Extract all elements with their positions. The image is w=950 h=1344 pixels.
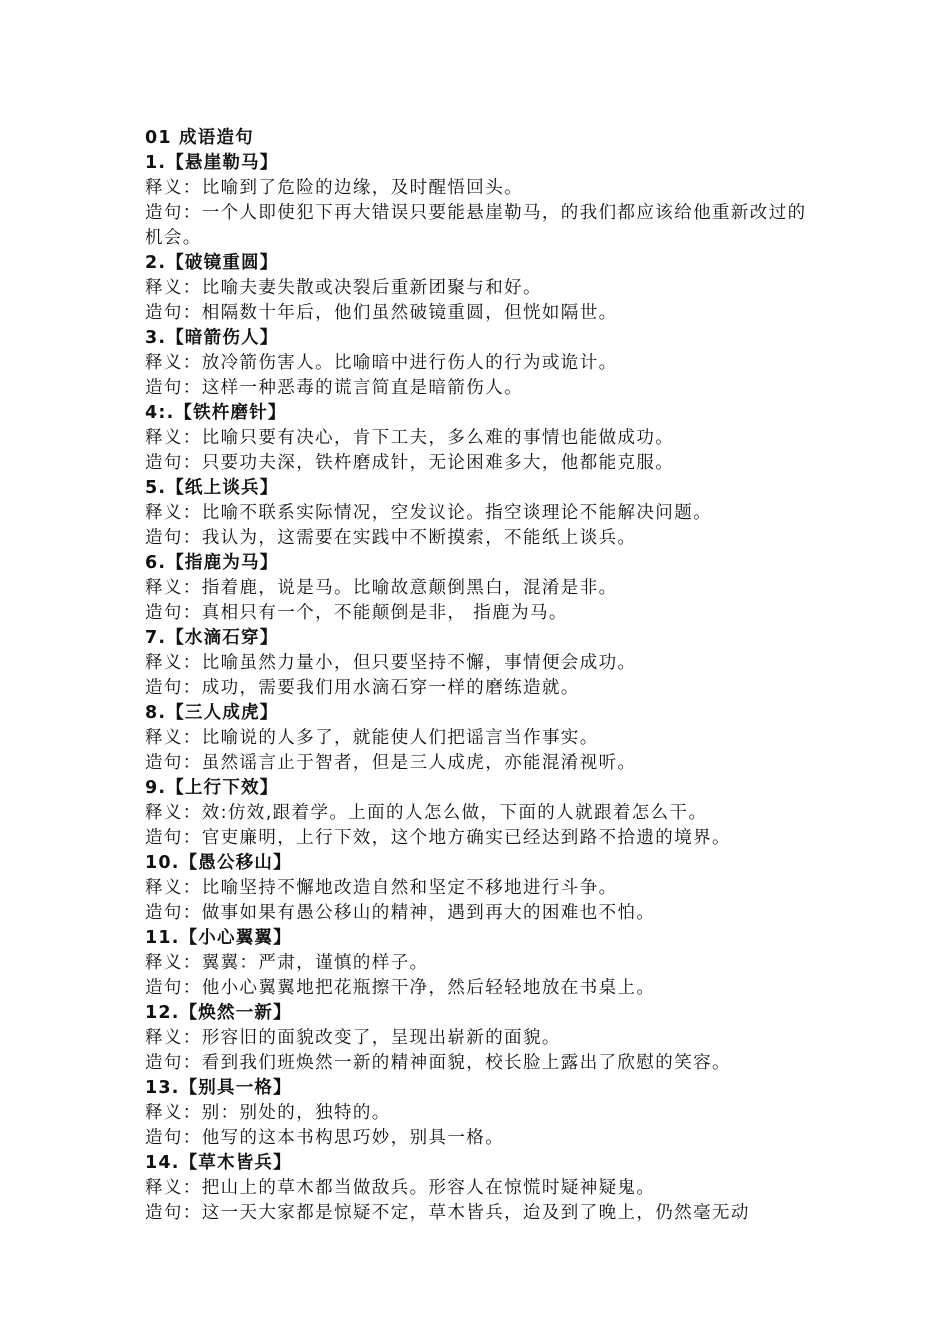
definition-label: 释义： <box>145 178 202 198</box>
idiom-entry <box>145 626 835 701</box>
idiom-entry <box>145 401 835 476</box>
idiom-entry <box>145 326 835 401</box>
idiom-entry <box>145 151 835 251</box>
idiom-definition <box>145 1026 817 1051</box>
idiom-definition <box>145 351 817 376</box>
definition-label: 释义： <box>145 803 202 823</box>
idiom-heading: 14.【草木皆兵】 <box>145 1153 292 1173</box>
definition-label: 释义： <box>145 878 202 898</box>
idiom-heading: 11.【小心翼翼】 <box>145 928 292 948</box>
example-label: 造句： <box>145 603 202 623</box>
definition-label: 释义： <box>145 278 202 298</box>
example-label: 造句： <box>145 528 202 548</box>
example-label: 造句： <box>145 828 202 848</box>
idiom-heading: 9.【上行下效】 <box>145 778 279 798</box>
definition-text: 比喻只要有决心，肯下工夫，多么难的事情也能做成功。 <box>201 428 675 448</box>
example-text: 看到我们班焕然一新的精神面貌，校长脸上露出了欣慰的笑容。 <box>201 1053 731 1073</box>
idiom-example <box>145 676 817 701</box>
idiom-example <box>145 526 817 551</box>
document-page <box>145 126 835 1226</box>
idiom-definition <box>145 726 817 751</box>
definition-text: 翼翼：严肃，谨慎的样子。 <box>201 953 429 973</box>
idiom-definition <box>145 276 817 301</box>
definition-text: 别：别处的，独特的。 <box>201 1103 391 1123</box>
definition-label: 释义： <box>145 1103 202 1123</box>
idiom-entry <box>145 476 835 551</box>
example-label: 造句： <box>145 203 202 223</box>
idiom-example <box>145 451 817 476</box>
definition-text: 放冷箭伤害人。比喻暗中进行伤人的行为或诡计。 <box>201 353 618 373</box>
definition-label: 释义： <box>145 578 202 598</box>
definition-label: 释义： <box>145 953 202 973</box>
idiom-definition <box>145 501 817 526</box>
idiom-example <box>145 901 817 926</box>
idiom-heading: 13.【别具一格】 <box>145 1078 292 1098</box>
example-text: 真相只有一个，不能颠倒是非， 指鹿为马。 <box>201 603 568 623</box>
idiom-heading: 3.【暗箭伤人】 <box>145 328 279 348</box>
example-label: 造句： <box>145 1053 202 1073</box>
idiom-definition <box>145 801 817 826</box>
example-text: 这一天大家都是惊疑不定，草木皆兵，迨及到了晚上，仍然毫无动 <box>201 1203 750 1223</box>
definition-text: 比喻不联系实际情况，空发议论。指空谈理论不能解决问题。 <box>201 503 713 523</box>
idiom-example <box>145 301 817 326</box>
definition-label: 释义： <box>145 353 202 373</box>
idiom-definition <box>145 651 817 676</box>
example-label: 造句： <box>145 978 202 998</box>
definition-text: 比喻坚持不懈地改造自然和坚定不移地进行斗争。 <box>201 878 618 898</box>
example-text: 他写的这本书构思巧妙，别具一格。 <box>201 1128 505 1148</box>
idiom-heading: 1.【悬崖勒马】 <box>145 153 279 173</box>
example-text: 成功，需要我们用水滴石穿一样的磨练造就。 <box>201 678 580 698</box>
idiom-entry <box>145 251 835 326</box>
example-label: 造句： <box>145 303 202 323</box>
example-label: 造句： <box>145 1203 202 1223</box>
example-text: 相隔数十年后，他们虽然破镜重圆，但恍如隔世。 <box>201 303 618 323</box>
example-text: 我认为，这需要在实践中不断摸索，不能纸上谈兵。 <box>201 528 637 548</box>
definition-text: 把山上的草木都当做敌兵。形容人在惊慌时疑神疑鬼。 <box>201 1178 656 1198</box>
definition-text: 比喻夫妻失散或决裂后重新团聚与和好。 <box>201 278 542 298</box>
idiom-example <box>145 1126 817 1151</box>
definition-text: 形容旧的面貌改变了，呈现出崭新的面貌。 <box>201 1028 561 1048</box>
idiom-entry <box>145 551 835 626</box>
idiom-example <box>145 826 817 851</box>
idiom-entry <box>145 926 835 1001</box>
example-label: 造句： <box>145 753 202 773</box>
example-label: 造句： <box>145 678 202 698</box>
idiom-entry <box>145 776 835 851</box>
definition-text: 比喻虽然力量小，但只要坚持不懈，事情便会成功。 <box>201 653 637 673</box>
idiom-definition <box>145 1101 817 1126</box>
definition-label: 释义： <box>145 1028 202 1048</box>
idiom-example <box>145 201 817 251</box>
idiom-heading: 10.【愚公移山】 <box>145 853 292 873</box>
idiom-entry <box>145 851 835 926</box>
idiom-definition <box>145 426 817 451</box>
idiom-list <box>145 151 835 1226</box>
idiom-entry <box>145 1076 835 1151</box>
example-label: 造句： <box>145 1128 202 1148</box>
idiom-definition <box>145 876 817 901</box>
idiom-heading: 2.【破镜重圆】 <box>145 253 279 273</box>
example-label: 造句： <box>145 453 202 473</box>
definition-text: 指着鹿，说是马。比喻故意颠倒黑白，混淆是非。 <box>201 578 618 598</box>
example-text: 虽然谣言止于智者，但是三人成虎，亦能混淆视听。 <box>201 753 637 773</box>
idiom-example <box>145 601 817 626</box>
idiom-definition <box>145 1176 817 1201</box>
idiom-heading: 6.【指鹿为马】 <box>145 553 279 573</box>
idiom-example <box>145 1051 817 1076</box>
definition-text: 比喻到了危险的边缘，及时醒悟回头。 <box>201 178 524 198</box>
definition-label: 释义： <box>145 728 202 748</box>
idiom-definition <box>145 576 817 601</box>
example-text: 只要功夫深，铁杵磨成针，无论困难多大，他都能克服。 <box>201 453 675 473</box>
example-text: 做事如果有愚公移山的精神，遇到再大的困难也不怕。 <box>201 903 656 923</box>
idiom-entry <box>145 701 835 776</box>
document-title: 01 成语造句 <box>145 128 254 148</box>
example-text: 他小心翼翼地把花瓶擦干净，然后轻轻地放在书桌上。 <box>201 978 656 998</box>
definition-label: 释义： <box>145 653 202 673</box>
example-label: 造句： <box>145 378 202 398</box>
idiom-example <box>145 976 817 1001</box>
idiom-example <box>145 751 817 776</box>
idiom-entry <box>145 1151 835 1226</box>
definition-label: 释义： <box>145 1178 202 1198</box>
definition-label: 释义： <box>145 503 202 523</box>
example-label: 造句： <box>145 903 202 923</box>
idiom-example <box>145 376 817 401</box>
example-text: 官吏廉明，上行下效，这个地方确实已经达到路不拾遗的境界。 <box>201 828 731 848</box>
idiom-heading: 4:.【铁杵磨针】 <box>145 403 287 423</box>
definition-text: 效:仿效,跟着学。上面的人怎么做，下面的人就跟着怎么干。 <box>201 803 708 823</box>
definition-text: 比喻说的人多了，就能使人们把谣言当作事实。 <box>201 728 599 748</box>
example-text: 这样一种恶毒的谎言简直是暗箭伤人。 <box>201 378 524 398</box>
idiom-heading: 7.【水滴石穿】 <box>145 628 279 648</box>
idiom-example <box>145 1201 817 1226</box>
idiom-heading: 12.【焕然一新】 <box>145 1003 292 1023</box>
example-text: 一个人即使犯下再大错误只要能悬崖勒马，的我们都应该给他重新改过的机会。 <box>145 203 807 248</box>
definition-label: 释义： <box>145 428 202 448</box>
idiom-entry <box>145 1001 835 1076</box>
idiom-definition <box>145 176 817 201</box>
idiom-heading: 8.【三人成虎】 <box>145 703 279 723</box>
idiom-definition <box>145 951 817 976</box>
idiom-heading: 5.【纸上谈兵】 <box>145 478 279 498</box>
